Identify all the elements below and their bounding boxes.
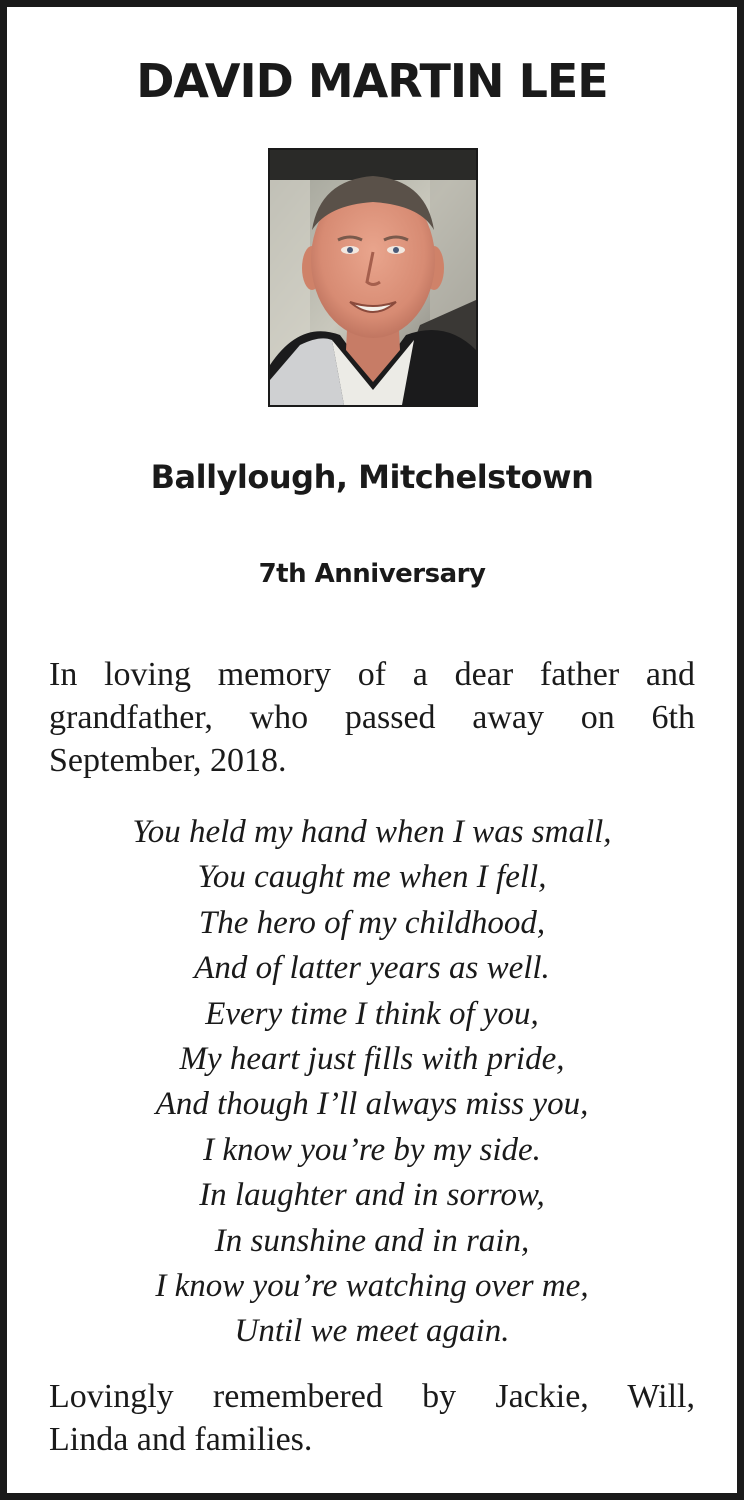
poem-line: You held my hand when I was small, xyxy=(132,814,612,850)
poem-line: I know you’re watching over me, xyxy=(155,1268,589,1305)
poem-line: The hero of my childhood, xyxy=(198,904,546,941)
closing-line: Linda and families. xyxy=(49,1421,313,1458)
intro-line: In loving memory of a dear father and xyxy=(49,656,695,693)
poem-line: My heart just fills with pride, xyxy=(179,1041,565,1078)
poem-line: You caught me when I fell, xyxy=(197,859,547,896)
anniversary-heading: 7th Anniversary xyxy=(258,559,486,589)
poem-line: In laughter and in sorrow, xyxy=(199,1177,545,1214)
intro-line: grandfather, who passed away on 6th xyxy=(49,699,695,736)
poem-line: And though I’ll always miss you, xyxy=(155,1086,589,1123)
poem-line: I know you’re by my side. xyxy=(203,1131,541,1168)
deceased-name: DAVID MARTIN LEE xyxy=(136,54,608,108)
poem-line: And of latter years as well. xyxy=(194,950,550,987)
poem-line: Every time I think of you, xyxy=(205,995,539,1032)
intro-line: September, 2018. xyxy=(49,742,287,779)
memorial-poem xyxy=(7,810,737,1355)
closing-line: Lovingly remembered by Jackie, Will, xyxy=(49,1378,695,1415)
location: Ballylough, Mitchelstown xyxy=(150,458,594,496)
poem-line: In sunshine and in rain, xyxy=(214,1222,530,1259)
intro-paragraph xyxy=(49,653,695,782)
portrait-illustration xyxy=(270,150,476,405)
portrait-photo xyxy=(268,148,478,407)
poem-line: Until we meet again. xyxy=(234,1313,510,1350)
closing-paragraph xyxy=(49,1375,695,1461)
